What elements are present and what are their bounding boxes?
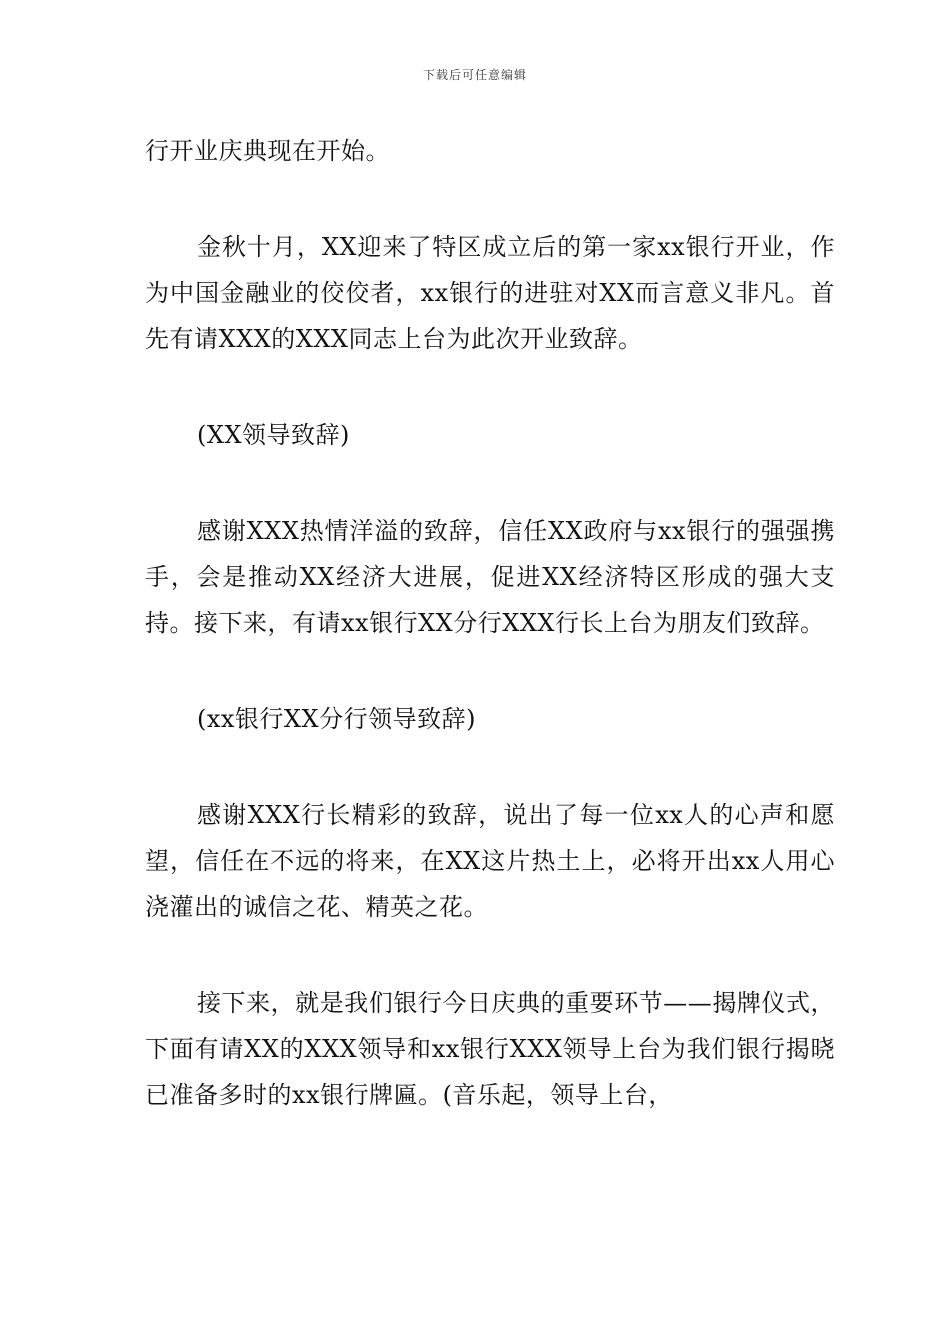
- page-header: 下载后可任意编辑: [422, 68, 527, 82]
- paragraph-stage-note-leader-speech: (XX领导致辞): [197, 421, 350, 449]
- paragraph-thanks-branch: 感谢XXX行长精彩的致辞，说出了每一位xx人的心声和愿望，信任在不远的将来，在XX这片热土上，必将开出xx人用心浇灌出的诚信之花、精英之花。: [145, 801, 835, 921]
- paragraph-continuation: 行开业庆典现在开始。: [145, 137, 390, 165]
- paragraph-stage-note-branch-speech: (xx银行XX分行领导致辞): [197, 705, 476, 733]
- paragraph-thanks-government: 感谢XXX热情洋溢的致辞，信任XX政府与xx银行的强强携手，会是推动XX经济大进展，促进XX经济特区形成的强大支持。接下来，有请xx银行XX分行XXX行长上台为朋友们致辞。: [145, 517, 835, 637]
- document-body: [145, 128, 835, 1168]
- paragraph-unveiling-ceremony: 接下来，就是我们银行今日庆典的重要环节——揭牌仪式，下面有请XX的XXX领导和xx银行XXX领导上台为我们银行揭晓已准备多时的xx银行牌匾。(音乐起，领导上台，: [145, 989, 835, 1109]
- paragraph-opening-remarks: 金秋十月，XX迎来了特区成立后的第一家xx银行开业，作为中国金融业的佼佼者，xx银行的进驻对XX而言意义非凡。首先有请XXX的XXX同志上台为此次开业致辞。: [145, 233, 835, 353]
